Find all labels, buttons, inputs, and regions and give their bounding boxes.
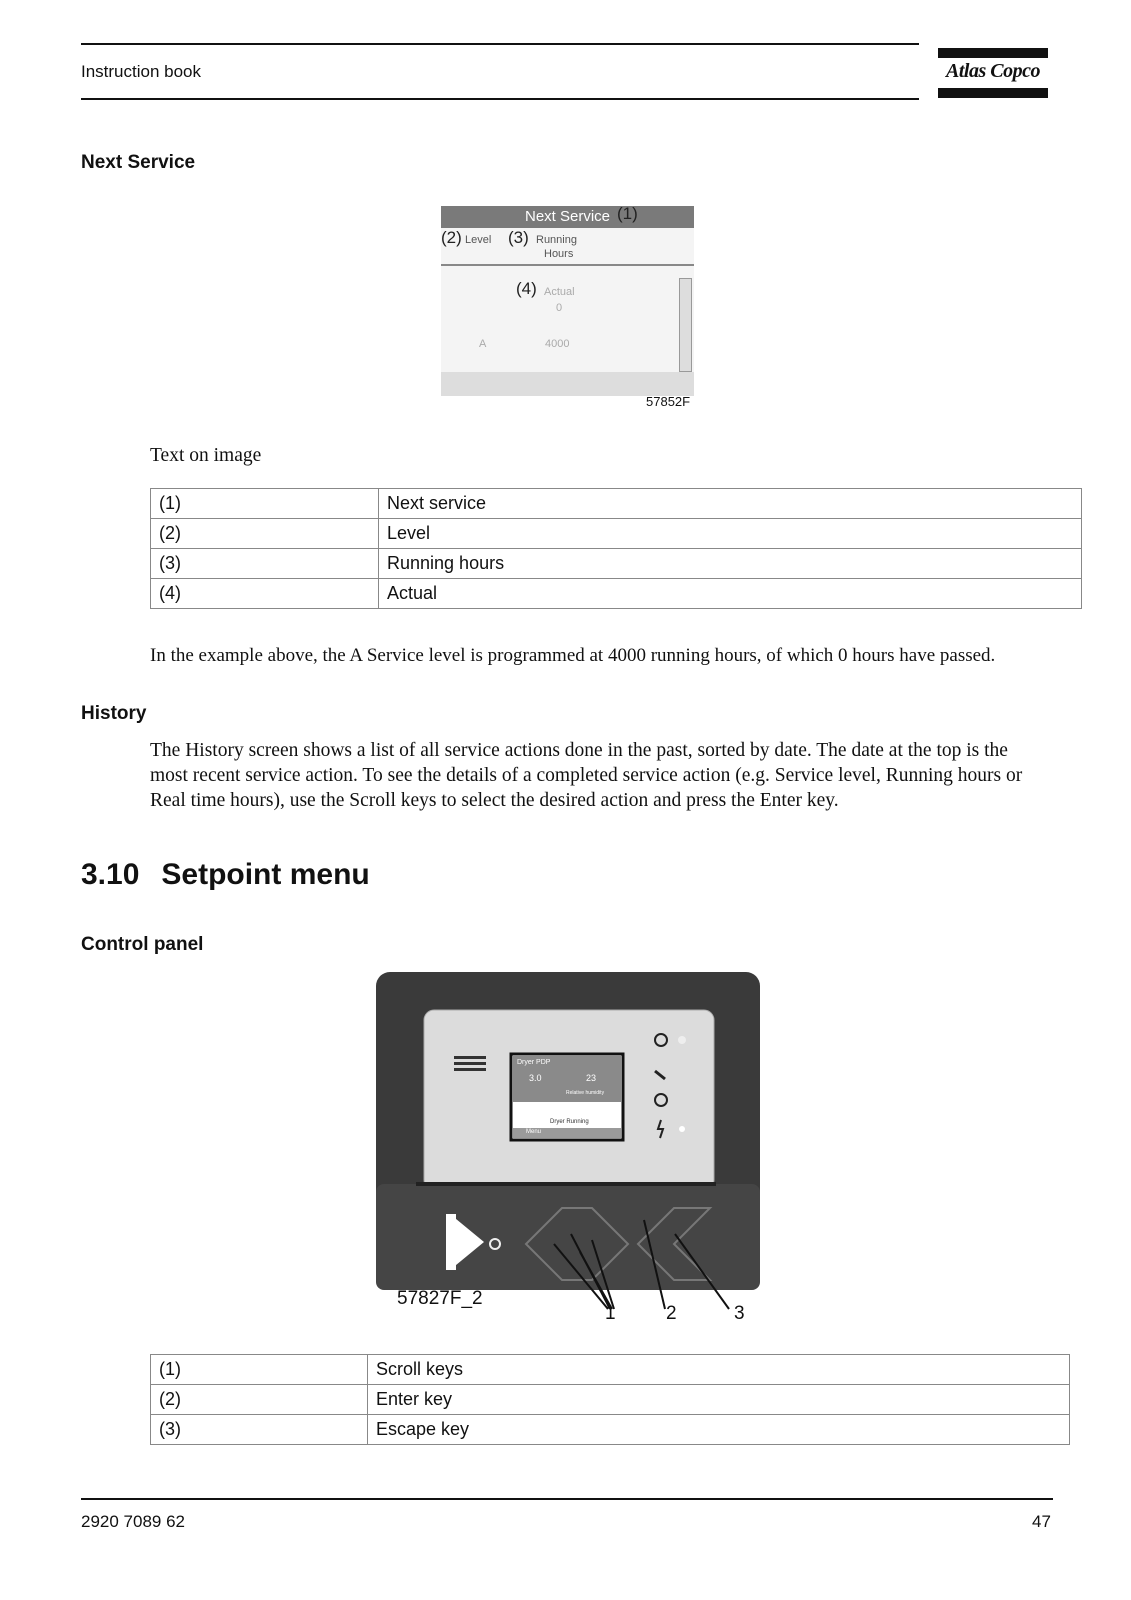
level-label: Level — [465, 234, 492, 246]
header-top-rule — [81, 43, 919, 45]
screen-footer-bar — [441, 372, 694, 396]
row-level: A — [479, 338, 487, 350]
callout-label-2: 2 — [666, 1303, 677, 1324]
display-subtitle: Relative humidity — [566, 1090, 605, 1096]
table-row: (3) Running hours — [151, 549, 1082, 579]
text-on-image-table — [150, 488, 1082, 609]
table-caption: Text on image — [150, 445, 262, 466]
doc-number: 2920 7089 62 — [81, 1512, 185, 1531]
control-panel-figure — [376, 972, 760, 1290]
atlas-copco-logo: Atlas Copco — [938, 48, 1048, 100]
screen-title: Next Service — [441, 206, 694, 228]
table-row: (1) Next service — [151, 489, 1082, 519]
table-row: (3) Escape key — [151, 1415, 1070, 1445]
row-hours: 4000 — [545, 338, 570, 350]
table-row: (2) Level — [151, 519, 1082, 549]
figure-id-57852f: 57852F — [646, 394, 691, 409]
callout-label-1: 1 — [605, 1303, 616, 1324]
actual-value: 0 — [556, 302, 563, 314]
display-status: Dryer Running — [550, 1119, 589, 1125]
display-value-left: 3.0 — [529, 1073, 542, 1083]
callout-3: (3) — [508, 228, 529, 247]
actual-label: Actual — [544, 286, 575, 298]
running-label: Running — [536, 234, 577, 246]
screen-scrollbar — [679, 278, 692, 372]
callout-1: (1) — [617, 204, 638, 223]
next-service-screen — [441, 206, 694, 396]
section-heading: 3.10 Setpoint menu — [81, 858, 370, 891]
footer-rule — [81, 1498, 1053, 1500]
keys-table — [150, 1354, 1070, 1445]
header-title: Instruction book — [81, 62, 202, 81]
example-paragraph: In the example above, the A Service level is programmed at 4000 running hours, of which 0 hours have passed. — [150, 645, 996, 666]
screen-divider — [441, 264, 694, 266]
display-title: Dryer PDP — [517, 1059, 551, 1066]
table-row: (1) Scroll keys — [151, 1355, 1070, 1385]
figure-id-57827f: 57827F_2 — [397, 1288, 483, 1309]
callout-label-3: 3 — [734, 1303, 745, 1324]
page-number: 47 — [1032, 1512, 1051, 1531]
control-panel-heading: Control panel — [81, 934, 204, 955]
table-row: (2) Enter key — [151, 1385, 1070, 1415]
callout-4: (4) — [516, 279, 537, 298]
header-bottom-rule — [81, 98, 919, 100]
next-service-heading: Next Service — [81, 152, 196, 173]
display-menu: Menu — [526, 1129, 542, 1135]
callout-2: (2) — [441, 228, 462, 247]
history-paragraph: The History screen shows a list of all service actions done in the past, sorted by date. The date at the top is the most recent service action. To see the details of a completed service action (e.g. Service level, Running hours or Real time hours), use the Scroll keys to select the desired action and press the Enter key. — [150, 740, 1023, 811]
history-heading: History — [81, 703, 147, 724]
display-value-right: 23 — [586, 1073, 597, 1083]
table-row: (4) Actual — [151, 579, 1082, 609]
hours-label: Hours — [544, 248, 574, 260]
